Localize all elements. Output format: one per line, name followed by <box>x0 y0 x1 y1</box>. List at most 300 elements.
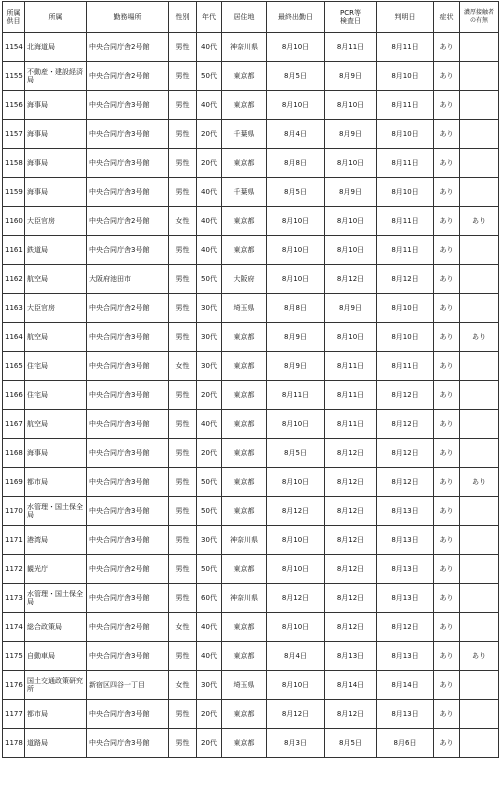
cell-confirmed-date: 8月13日 <box>377 642 434 671</box>
cell-last-work-day: 8月8日 <box>267 149 325 178</box>
cell-test-date: 8月12日 <box>325 700 377 729</box>
cell-symptoms: あり <box>434 62 460 91</box>
cell-last-work-day: 8月5日 <box>267 62 325 91</box>
cell-age: 20代 <box>197 729 222 758</box>
cell-row-no: 1174 <box>3 613 25 642</box>
cell-age: 40代 <box>197 236 222 265</box>
cell-confirmed-date: 8月10日 <box>377 120 434 149</box>
cell-confirmed-date: 8月13日 <box>377 555 434 584</box>
cell-sex: 男性 <box>169 729 197 758</box>
cell-test-date: 8月10日 <box>325 323 377 352</box>
cell-age: 30代 <box>197 352 222 381</box>
cell-symptoms: あり <box>434 584 460 613</box>
cell-close-contact <box>460 729 499 758</box>
cell-row-no: 1157 <box>3 120 25 149</box>
cell-test-date: 8月9日 <box>325 62 377 91</box>
cell-confirmed-date: 8月12日 <box>377 265 434 294</box>
cell-test-date: 8月5日 <box>325 729 377 758</box>
cell-age: 40代 <box>197 410 222 439</box>
cell-row-no: 1155 <box>3 62 25 91</box>
cell-test-date: 8月12日 <box>325 265 377 294</box>
cell-confirmed-date: 8月11日 <box>377 236 434 265</box>
cell-symptoms: あり <box>434 33 460 62</box>
cell-residence: 東京都 <box>222 497 267 526</box>
cell-symptoms: あり <box>434 207 460 236</box>
cell-row-no: 1169 <box>3 468 25 497</box>
cell-confirmed-date: 8月12日 <box>377 613 434 642</box>
cell-last-work-day: 8月10日 <box>267 555 325 584</box>
cell-close-contact <box>460 526 499 555</box>
cell-symptoms: あり <box>434 178 460 207</box>
cell-age: 40代 <box>197 207 222 236</box>
cell-close-contact: あり <box>460 468 499 497</box>
cell-sex: 女性 <box>169 207 197 236</box>
cell-last-work-day: 8月12日 <box>267 584 325 613</box>
cell-age: 20代 <box>197 700 222 729</box>
cell-confirmed-date: 8月11日 <box>377 149 434 178</box>
table-row <box>3 410 499 439</box>
cell-workplace: 中央合同庁舎2号館 <box>87 33 169 62</box>
cell-department: 海事局 <box>25 439 87 468</box>
header-row <box>3 2 499 33</box>
cell-age: 30代 <box>197 671 222 700</box>
cell-age: 50代 <box>197 555 222 584</box>
cell-last-work-day: 8月10日 <box>267 265 325 294</box>
cell-workplace: 中央合同庁舎3号館 <box>87 700 169 729</box>
cell-residence: 大阪府 <box>222 265 267 294</box>
cell-close-contact <box>460 149 499 178</box>
cell-sex: 男性 <box>169 642 197 671</box>
cell-age: 30代 <box>197 294 222 323</box>
cell-age: 30代 <box>197 526 222 555</box>
cell-last-work-day: 8月11日 <box>267 381 325 410</box>
cell-confirmed-date: 8月13日 <box>377 497 434 526</box>
cell-close-contact <box>460 236 499 265</box>
case-table-container <box>2 1 498 807</box>
header-cell-symptoms: 症状 <box>434 2 460 33</box>
cell-workplace: 中央合同庁舎3号館 <box>87 468 169 497</box>
cell-symptoms: あり <box>434 729 460 758</box>
table-row <box>3 149 499 178</box>
cell-last-work-day: 8月12日 <box>267 700 325 729</box>
header-cell-workplace: 勤務場所 <box>87 2 169 33</box>
cell-test-date: 8月12日 <box>325 613 377 642</box>
cell-residence: 東京都 <box>222 729 267 758</box>
cell-residence: 埼玉県 <box>222 671 267 700</box>
cell-test-date: 8月10日 <box>325 149 377 178</box>
cell-close-contact <box>460 352 499 381</box>
cell-workplace: 中央合同庁舎3号館 <box>87 323 169 352</box>
cell-department: 不動産・建設経済局 <box>25 62 87 91</box>
cell-row-no: 1160 <box>3 207 25 236</box>
cell-residence: 東京都 <box>222 642 267 671</box>
cell-residence: 千葉県 <box>222 178 267 207</box>
table-row <box>3 468 499 497</box>
cell-age: 50代 <box>197 62 222 91</box>
cell-confirmed-date: 8月12日 <box>377 439 434 468</box>
header-cell-close-contact: 濃厚接触者 の有無 <box>460 2 499 33</box>
cell-test-date: 8月10日 <box>325 236 377 265</box>
cell-row-no: 1178 <box>3 729 25 758</box>
cell-department: 住宅局 <box>25 381 87 410</box>
cell-close-contact <box>460 294 499 323</box>
cell-close-contact <box>460 265 499 294</box>
cell-last-work-day: 8月10日 <box>267 207 325 236</box>
header-cell-age: 年代 <box>197 2 222 33</box>
cell-sex: 男性 <box>169 439 197 468</box>
cell-residence: 東京都 <box>222 149 267 178</box>
cell-workplace: 中央合同庁舎2号館 <box>87 613 169 642</box>
cell-workplace: 中央合同庁舎2号館 <box>87 207 169 236</box>
cell-residence: 神奈川県 <box>222 584 267 613</box>
table-row <box>3 265 499 294</box>
cell-age: 50代 <box>197 265 222 294</box>
cell-test-date: 8月9日 <box>325 178 377 207</box>
cell-workplace: 中央合同庁舎3号館 <box>87 120 169 149</box>
cell-residence: 東京都 <box>222 439 267 468</box>
cell-symptoms: あり <box>434 642 460 671</box>
cell-confirmed-date: 8月11日 <box>377 33 434 62</box>
cell-close-contact <box>460 555 499 584</box>
cell-department: 海事局 <box>25 178 87 207</box>
cell-row-no: 1172 <box>3 555 25 584</box>
cell-workplace: 中央合同庁舎3号館 <box>87 410 169 439</box>
cell-last-work-day: 8月9日 <box>267 323 325 352</box>
cell-workplace: 中央合同庁舎2号館 <box>87 294 169 323</box>
cell-close-contact <box>460 62 499 91</box>
cell-sex: 男性 <box>169 584 197 613</box>
cell-sex: 男性 <box>169 62 197 91</box>
cell-department: 港湾局 <box>25 526 87 555</box>
cell-age: 20代 <box>197 439 222 468</box>
table-row <box>3 555 499 584</box>
table-row <box>3 526 499 555</box>
cell-residence: 東京都 <box>222 91 267 120</box>
cell-workplace: 中央合同庁舎2号館 <box>87 62 169 91</box>
cell-confirmed-date: 8月10日 <box>377 62 434 91</box>
cell-row-no: 1173 <box>3 584 25 613</box>
cell-age: 40代 <box>197 613 222 642</box>
cell-test-date: 8月12日 <box>325 555 377 584</box>
cell-row-no: 1168 <box>3 439 25 468</box>
cell-confirmed-date: 8月11日 <box>377 91 434 120</box>
table-row <box>3 613 499 642</box>
cell-symptoms: あり <box>434 352 460 381</box>
cell-department: 都市局 <box>25 468 87 497</box>
cell-last-work-day: 8月12日 <box>267 497 325 526</box>
cell-sex: 男性 <box>169 526 197 555</box>
cell-row-no: 1159 <box>3 178 25 207</box>
cell-row-no: 1163 <box>3 294 25 323</box>
cell-age: 40代 <box>197 642 222 671</box>
cell-symptoms: あり <box>434 497 460 526</box>
cell-age: 60代 <box>197 584 222 613</box>
cell-residence: 東京都 <box>222 410 267 439</box>
cell-row-no: 1170 <box>3 497 25 526</box>
cell-workplace: 大阪府池田市 <box>87 265 169 294</box>
table-row <box>3 207 499 236</box>
cell-age: 20代 <box>197 149 222 178</box>
cell-residence: 東京都 <box>222 381 267 410</box>
cell-close-contact: あり <box>460 642 499 671</box>
header-cell-confirmed-date: 判明日 <box>377 2 434 33</box>
header-cell-last-work-day: 最終出勤日 <box>267 2 325 33</box>
table-body <box>3 33 499 758</box>
cell-symptoms: あり <box>434 149 460 178</box>
cell-symptoms: あり <box>434 671 460 700</box>
cell-age: 40代 <box>197 178 222 207</box>
table-row <box>3 729 499 758</box>
cell-row-no: 1171 <box>3 526 25 555</box>
cell-symptoms: あり <box>434 410 460 439</box>
cell-row-no: 1165 <box>3 352 25 381</box>
cell-sex: 男性 <box>169 265 197 294</box>
cell-last-work-day: 8月3日 <box>267 729 325 758</box>
cell-residence: 東京都 <box>222 468 267 497</box>
cell-close-contact <box>460 439 499 468</box>
cell-confirmed-date: 8月12日 <box>377 410 434 439</box>
table-row <box>3 33 499 62</box>
cell-residence: 東京都 <box>222 555 267 584</box>
cell-sex: 男性 <box>169 497 197 526</box>
cell-workplace: 新宿区四谷一丁目 <box>87 671 169 700</box>
cell-confirmed-date: 8月11日 <box>377 207 434 236</box>
cell-workplace: 中央合同庁舎3号館 <box>87 236 169 265</box>
table-row <box>3 91 499 120</box>
cell-department: 海事局 <box>25 149 87 178</box>
cell-symptoms: あり <box>434 439 460 468</box>
table-row <box>3 323 499 352</box>
cell-sex: 女性 <box>169 352 197 381</box>
cell-test-date: 8月14日 <box>325 671 377 700</box>
cell-test-date: 8月12日 <box>325 497 377 526</box>
cell-sex: 男性 <box>169 236 197 265</box>
cell-sex: 男性 <box>169 294 197 323</box>
cell-close-contact <box>460 381 499 410</box>
header-cell-sex: 性別 <box>169 2 197 33</box>
cell-test-date: 8月11日 <box>325 410 377 439</box>
cell-department: 住宅局 <box>25 352 87 381</box>
cell-last-work-day: 8月5日 <box>267 439 325 468</box>
table-row <box>3 671 499 700</box>
table-row <box>3 236 499 265</box>
cell-close-contact <box>460 33 499 62</box>
cell-sex: 男性 <box>169 381 197 410</box>
cell-row-no: 1158 <box>3 149 25 178</box>
cell-last-work-day: 8月10日 <box>267 468 325 497</box>
cell-workplace: 中央合同庁舎3号館 <box>87 497 169 526</box>
cell-row-no: 1176 <box>3 671 25 700</box>
cell-test-date: 8月9日 <box>325 120 377 149</box>
cell-row-no: 1156 <box>3 91 25 120</box>
cell-workplace: 中央合同庁舎3号館 <box>87 642 169 671</box>
header-cell-residence: 居住地 <box>222 2 267 33</box>
cell-last-work-day: 8月4日 <box>267 642 325 671</box>
cell-residence: 神奈川県 <box>222 33 267 62</box>
cell-test-date: 8月12日 <box>325 439 377 468</box>
cell-residence: 東京都 <box>222 236 267 265</box>
table-row <box>3 178 499 207</box>
cell-confirmed-date: 8月11日 <box>377 352 434 381</box>
cell-close-contact <box>460 120 499 149</box>
table-row <box>3 642 499 671</box>
cell-symptoms: あり <box>434 381 460 410</box>
cell-department: 国土交通政策研究所 <box>25 671 87 700</box>
cell-residence: 千葉県 <box>222 120 267 149</box>
cell-workplace: 中央合同庁舎3号館 <box>87 381 169 410</box>
cell-confirmed-date: 8月12日 <box>377 468 434 497</box>
cell-symptoms: あり <box>434 236 460 265</box>
cell-last-work-day: 8月10日 <box>267 91 325 120</box>
cell-close-contact: あり <box>460 323 499 352</box>
cell-symptoms: あり <box>434 613 460 642</box>
cell-row-no: 1164 <box>3 323 25 352</box>
cell-test-date: 8月12日 <box>325 526 377 555</box>
cell-workplace: 中央合同庁舎3号館 <box>87 526 169 555</box>
table-row <box>3 294 499 323</box>
table-row <box>3 381 499 410</box>
cell-age: 50代 <box>197 497 222 526</box>
cell-row-no: 1161 <box>3 236 25 265</box>
cell-confirmed-date: 8月12日 <box>377 381 434 410</box>
cell-age: 50代 <box>197 468 222 497</box>
cell-age: 40代 <box>197 91 222 120</box>
cell-last-work-day: 8月10日 <box>267 613 325 642</box>
cell-department: 航空局 <box>25 410 87 439</box>
cell-test-date: 8月10日 <box>325 91 377 120</box>
cell-test-date: 8月11日 <box>325 381 377 410</box>
cell-sex: 男性 <box>169 178 197 207</box>
cell-row-no: 1167 <box>3 410 25 439</box>
cell-sex: 男性 <box>169 410 197 439</box>
cell-sex: 男性 <box>169 700 197 729</box>
cell-sex: 男性 <box>169 120 197 149</box>
table-row <box>3 497 499 526</box>
cell-symptoms: あり <box>434 265 460 294</box>
cell-age: 30代 <box>197 323 222 352</box>
cell-workplace: 中央合同庁舎3号館 <box>87 149 169 178</box>
cell-confirmed-date: 8月13日 <box>377 584 434 613</box>
cell-symptoms: あり <box>434 120 460 149</box>
cell-residence: 埼玉県 <box>222 294 267 323</box>
cell-test-date: 8月9日 <box>325 294 377 323</box>
cell-workplace: 中央合同庁舎2号館 <box>87 555 169 584</box>
cell-close-contact <box>460 671 499 700</box>
cell-sex: 男性 <box>169 468 197 497</box>
cell-close-contact <box>460 91 499 120</box>
cell-sex: 男性 <box>169 323 197 352</box>
header-cell-department: 所属 <box>25 2 87 33</box>
cell-sex: 男性 <box>169 555 197 584</box>
cell-last-work-day: 8月8日 <box>267 294 325 323</box>
cell-symptoms: あり <box>434 526 460 555</box>
cell-department: 水管理・国土保全局 <box>25 584 87 613</box>
cell-department: 総合政策局 <box>25 613 87 642</box>
case-table <box>2 1 499 758</box>
cell-department: 鉄道局 <box>25 236 87 265</box>
cell-symptoms: あり <box>434 555 460 584</box>
cell-sex: 男性 <box>169 149 197 178</box>
cell-test-date: 8月12日 <box>325 584 377 613</box>
cell-confirmed-date: 8月14日 <box>377 671 434 700</box>
cell-close-contact <box>460 178 499 207</box>
cell-department: 道路局 <box>25 729 87 758</box>
cell-symptoms: あり <box>434 700 460 729</box>
cell-symptoms: あり <box>434 468 460 497</box>
cell-last-work-day: 8月9日 <box>267 352 325 381</box>
cell-department: 大臣官房 <box>25 294 87 323</box>
cell-last-work-day: 8月4日 <box>267 120 325 149</box>
cell-workplace: 中央合同庁舎3号館 <box>87 352 169 381</box>
cell-residence: 東京都 <box>222 700 267 729</box>
cell-confirmed-date: 8月13日 <box>377 526 434 555</box>
cell-test-date: 8月11日 <box>325 33 377 62</box>
table-row <box>3 439 499 468</box>
cell-residence: 東京都 <box>222 207 267 236</box>
cell-workplace: 中央合同庁舎3号館 <box>87 729 169 758</box>
cell-residence: 東京都 <box>222 62 267 91</box>
cell-row-no: 1166 <box>3 381 25 410</box>
cell-last-work-day: 8月10日 <box>267 671 325 700</box>
cell-confirmed-date: 8月6日 <box>377 729 434 758</box>
cell-last-work-day: 8月10日 <box>267 410 325 439</box>
table-row <box>3 700 499 729</box>
cell-workplace: 中央合同庁舎3号館 <box>87 91 169 120</box>
cell-close-contact <box>460 497 499 526</box>
cell-age: 20代 <box>197 381 222 410</box>
cell-department: 水管理・国土保全局 <box>25 497 87 526</box>
cell-confirmed-date: 8月10日 <box>377 323 434 352</box>
cell-sex: 女性 <box>169 613 197 642</box>
cell-symptoms: あり <box>434 294 460 323</box>
cell-last-work-day: 8月10日 <box>267 236 325 265</box>
cell-department: 自動車局 <box>25 642 87 671</box>
header-cell-no: 所属 供目 <box>3 2 25 33</box>
cell-workplace: 中央合同庁舎3号館 <box>87 584 169 613</box>
cell-test-date: 8月12日 <box>325 468 377 497</box>
cell-department: 海事局 <box>25 120 87 149</box>
cell-symptoms: あり <box>434 91 460 120</box>
cell-close-contact <box>460 584 499 613</box>
cell-close-contact <box>460 700 499 729</box>
cell-symptoms: あり <box>434 323 460 352</box>
table-row <box>3 584 499 613</box>
cell-department: 航空局 <box>25 265 87 294</box>
cell-row-no: 1154 <box>3 33 25 62</box>
cell-department: 都市局 <box>25 700 87 729</box>
cell-department: 観光庁 <box>25 555 87 584</box>
cell-test-date: 8月10日 <box>325 207 377 236</box>
cell-residence: 神奈川県 <box>222 526 267 555</box>
table-row <box>3 62 499 91</box>
table-row <box>3 120 499 149</box>
cell-residence: 東京都 <box>222 352 267 381</box>
cell-sex: 女性 <box>169 671 197 700</box>
cell-last-work-day: 8月10日 <box>267 526 325 555</box>
cell-residence: 東京都 <box>222 613 267 642</box>
cell-age: 20代 <box>197 120 222 149</box>
cell-last-work-day: 8月5日 <box>267 178 325 207</box>
cell-confirmed-date: 8月10日 <box>377 294 434 323</box>
cell-confirmed-date: 8月10日 <box>377 178 434 207</box>
header-cell-test-date: PCR等 検査日 <box>325 2 377 33</box>
cell-close-contact: あり <box>460 207 499 236</box>
cell-age: 40代 <box>197 33 222 62</box>
cell-test-date: 8月13日 <box>325 642 377 671</box>
table-row <box>3 352 499 381</box>
cell-sex: 男性 <box>169 33 197 62</box>
cell-test-date: 8月11日 <box>325 352 377 381</box>
